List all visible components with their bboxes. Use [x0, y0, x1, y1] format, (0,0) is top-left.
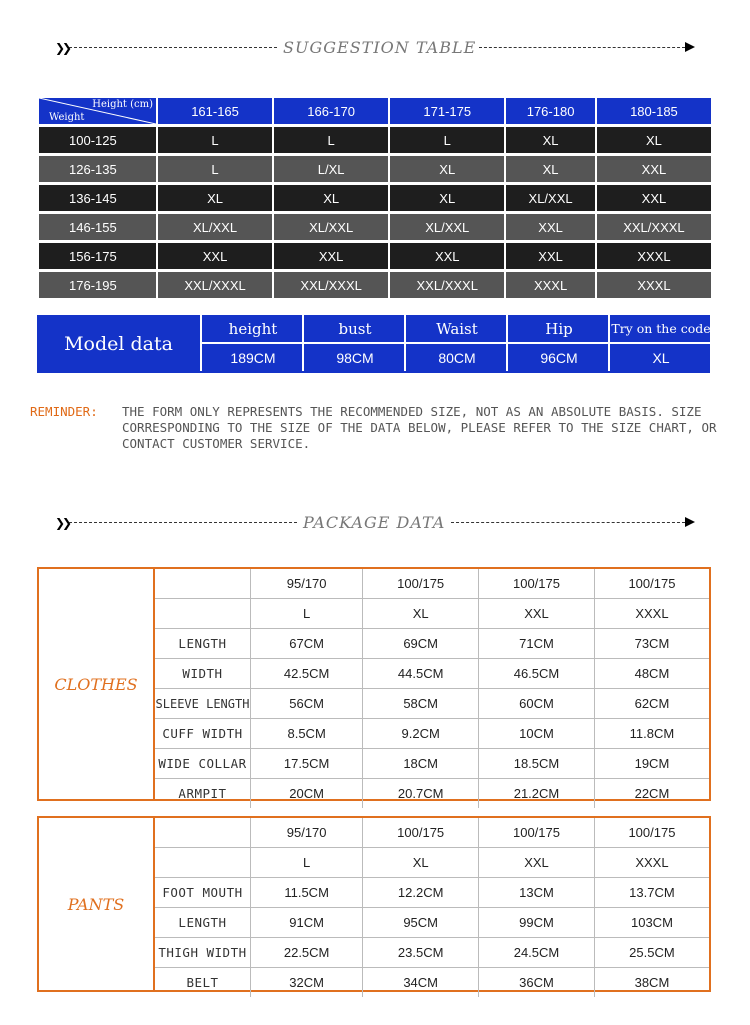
weight-cell: 156-175 — [39, 243, 156, 269]
size-cell: XL — [274, 185, 388, 211]
header-cell: 100/175 — [363, 818, 479, 848]
size-header-cell: L — [251, 599, 363, 629]
value-cell: 46.5CM — [479, 659, 595, 689]
model-key-hip: Hip — [506, 315, 610, 342]
size-cell: L — [158, 156, 272, 182]
measure-label: CUFF WIDTH — [155, 719, 251, 749]
size-cell: XXXL — [597, 243, 711, 269]
measure-label: SLEEVE LENGTH — [155, 689, 251, 719]
size-cell: L/XL — [274, 156, 388, 182]
measure-label: WIDE COLLAR — [155, 749, 251, 779]
value-cell: 18.5CM — [479, 749, 595, 779]
value-cell: 103CM — [594, 908, 709, 938]
weight-axis-label: Weight — [49, 112, 85, 123]
dashed-divider — [479, 47, 685, 48]
size-cell: XXXL — [597, 272, 711, 298]
table-row — [155, 818, 709, 848]
table-row — [155, 599, 709, 629]
pants-table — [37, 816, 711, 992]
table-row — [155, 719, 709, 749]
value-cell: 17.5CM — [251, 749, 363, 779]
value-cell: 42.5CM — [251, 659, 363, 689]
size-cell: XXL — [390, 243, 504, 269]
model-key-height: height — [200, 315, 304, 342]
size-cell: XL — [506, 156, 595, 182]
size-cell: XXL/XXXL — [274, 272, 388, 298]
size-cell: XXL — [274, 243, 388, 269]
size-cell: XL — [158, 185, 272, 211]
clothes-table — [37, 567, 711, 801]
value-cell: 22CM — [594, 779, 709, 809]
value-cell: 32CM — [251, 968, 363, 998]
value-cell: 20CM — [251, 779, 363, 809]
measure-label: BELT — [155, 968, 251, 998]
table-row — [155, 749, 709, 779]
height-axis-label: Height (cm) — [92, 99, 153, 110]
model-key-waist: Waist — [404, 315, 508, 342]
value-cell: 13CM — [479, 878, 595, 908]
weight-cell: 100-125 — [39, 127, 156, 153]
arrow-head-icon — [685, 517, 695, 527]
value-cell: 48CM — [594, 659, 709, 689]
header-cell: 95/170 — [251, 818, 363, 848]
size-cell: XL — [597, 127, 711, 153]
model-data-panel — [37, 315, 710, 373]
value-cell: 67CM — [251, 629, 363, 659]
size-cell: XL/XXL — [274, 214, 388, 240]
size-cell: XXL/XXXL — [158, 272, 272, 298]
table-row — [39, 156, 711, 182]
value-cell: 10CM — [479, 719, 595, 749]
value-cell: 38CM — [594, 968, 709, 998]
weight-cell: 176-195 — [39, 272, 156, 298]
table-row — [39, 185, 711, 211]
size-cell: XL — [390, 156, 504, 182]
measure-label: WIDTH — [155, 659, 251, 689]
height-header: 166-170 — [274, 98, 388, 124]
height-header: 171-175 — [390, 98, 504, 124]
height-header: 176-180 — [506, 98, 595, 124]
size-cell: XL — [390, 185, 504, 211]
size-header-cell: XXXL — [594, 599, 709, 629]
table-row — [155, 908, 709, 938]
table-corner-cell — [39, 98, 156, 124]
value-cell: 21.2CM — [479, 779, 595, 809]
value-cell: 12.2CM — [363, 878, 479, 908]
size-cell: L — [274, 127, 388, 153]
value-cell: 23.5CM — [363, 938, 479, 968]
size-cell: XXL — [597, 156, 711, 182]
arrow-head-icon — [685, 42, 695, 52]
header-cell: 95/170 — [251, 569, 363, 599]
value-cell: 71CM — [479, 629, 595, 659]
category-clothes: CLOTHES — [39, 569, 155, 799]
size-header-cell: XXL — [479, 848, 595, 878]
table-row — [155, 659, 709, 689]
value-cell: 62CM — [594, 689, 709, 719]
header-cell: 100/175 — [594, 569, 709, 599]
model-data-label: Model data — [64, 333, 173, 355]
value-cell: 91CM — [251, 908, 363, 938]
size-cell: XXL/XXXL — [597, 214, 711, 240]
size-cell: XL/XXL — [390, 214, 504, 240]
height-header: 180-185 — [597, 98, 711, 124]
measure-label: LENGTH — [155, 908, 251, 938]
table-row — [39, 214, 711, 240]
value-cell: 20.7CM — [363, 779, 479, 809]
header-cell: 100/175 — [363, 569, 479, 599]
value-cell: 58CM — [363, 689, 479, 719]
empty-cell — [155, 848, 251, 878]
value-cell: 95CM — [363, 908, 479, 938]
weight-cell: 126-135 — [39, 156, 156, 182]
table-row — [155, 878, 709, 908]
size-cell: XXL — [597, 185, 711, 211]
double-chevron-icon: ❯❯ — [55, 516, 70, 530]
size-cell: L — [390, 127, 504, 153]
table-row — [155, 968, 709, 998]
section-header-suggestion — [55, 38, 695, 58]
table-row — [155, 938, 709, 968]
table-row — [155, 779, 709, 809]
section-header-package — [55, 513, 695, 533]
model-value-hip: 96CM — [506, 344, 610, 371]
size-cell: XXXL — [506, 272, 595, 298]
size-cell: XXL — [158, 243, 272, 269]
size-header-cell: XXL — [479, 599, 595, 629]
value-cell: 99CM — [479, 908, 595, 938]
value-cell: 18CM — [363, 749, 479, 779]
value-cell: 8.5CM — [251, 719, 363, 749]
size-cell: L — [158, 127, 272, 153]
value-cell: 36CM — [479, 968, 595, 998]
model-value-bust: 98CM — [302, 344, 406, 371]
table-row — [155, 629, 709, 659]
value-cell: 19CM — [594, 749, 709, 779]
value-cell: 44.5CM — [363, 659, 479, 689]
reminder-label: REMINDER: — [30, 404, 98, 419]
measure-label: THIGH WIDTH — [155, 938, 251, 968]
header-cell: 100/175 — [594, 818, 709, 848]
header-cell: 100/175 — [479, 818, 595, 848]
value-cell: 25.5CM — [594, 938, 709, 968]
section-title: PACKAGE DATA — [303, 513, 446, 532]
value-cell: 9.2CM — [363, 719, 479, 749]
empty-cell — [155, 599, 251, 629]
table-row — [39, 127, 711, 153]
model-value-code: XL — [608, 344, 712, 371]
model-value-waist: 80CM — [404, 344, 508, 371]
value-cell: 60CM — [479, 689, 595, 719]
table-row — [39, 272, 711, 298]
size-header-cell: XXXL — [594, 848, 709, 878]
measure-label: FOOT MOUTH — [155, 878, 251, 908]
size-header-cell: XL — [363, 599, 479, 629]
value-cell: 69CM — [363, 629, 479, 659]
empty-cell — [155, 818, 251, 848]
value-cell: 13.7CM — [594, 878, 709, 908]
value-cell: 11.8CM — [594, 719, 709, 749]
size-cell: XL — [506, 127, 595, 153]
model-key-bust: bust — [302, 315, 406, 342]
section-title: SUGGESTION TABLE — [283, 38, 477, 57]
value-cell: 22.5CM — [251, 938, 363, 968]
size-cell: XXL — [506, 214, 595, 240]
double-chevron-icon: ❯❯ — [55, 41, 70, 55]
reminder-text: THE FORM ONLY REPRESENTS THE RECOMMENDED SIZE, NOT AS AN ABSOLUTE BASIS. SIZE CORRESPONDING TO THE SIZE OF THE DATA BELOW, PLEASE REFER TO THE SIZE CHART, OR CONTACT CUSTOMER SERVICE. — [122, 404, 717, 451]
weight-cell: 136-145 — [39, 185, 156, 211]
size-header-cell: XL — [363, 848, 479, 878]
table-row — [155, 689, 709, 719]
model-key-try-code: Try on the code — [608, 315, 712, 342]
table-row — [155, 569, 709, 599]
value-cell: 56CM — [251, 689, 363, 719]
model-value-height: 189CM — [200, 344, 304, 371]
value-cell: 24.5CM — [479, 938, 595, 968]
dashed-divider — [451, 522, 685, 523]
table-row — [39, 243, 711, 269]
measure-label: ARMPIT — [155, 779, 251, 809]
dashed-divider — [69, 47, 277, 48]
dashed-divider — [69, 522, 297, 523]
size-cell: XXL/XXXL — [390, 272, 504, 298]
height-header: 161-165 — [158, 98, 272, 124]
measure-label: LENGTH — [155, 629, 251, 659]
header-cell: 100/175 — [479, 569, 595, 599]
value-cell: 11.5CM — [251, 878, 363, 908]
suggestion-table — [37, 95, 713, 301]
size-cell: XXL — [506, 243, 595, 269]
size-cell: XL/XXL — [158, 214, 272, 240]
category-pants: PANTS — [39, 818, 155, 990]
weight-cell: 146-155 — [39, 214, 156, 240]
value-cell: 73CM — [594, 629, 709, 659]
empty-cell — [155, 569, 251, 599]
value-cell: 34CM — [363, 968, 479, 998]
table-row — [155, 848, 709, 878]
size-header-cell: L — [251, 848, 363, 878]
size-cell: XL/XXL — [506, 185, 595, 211]
